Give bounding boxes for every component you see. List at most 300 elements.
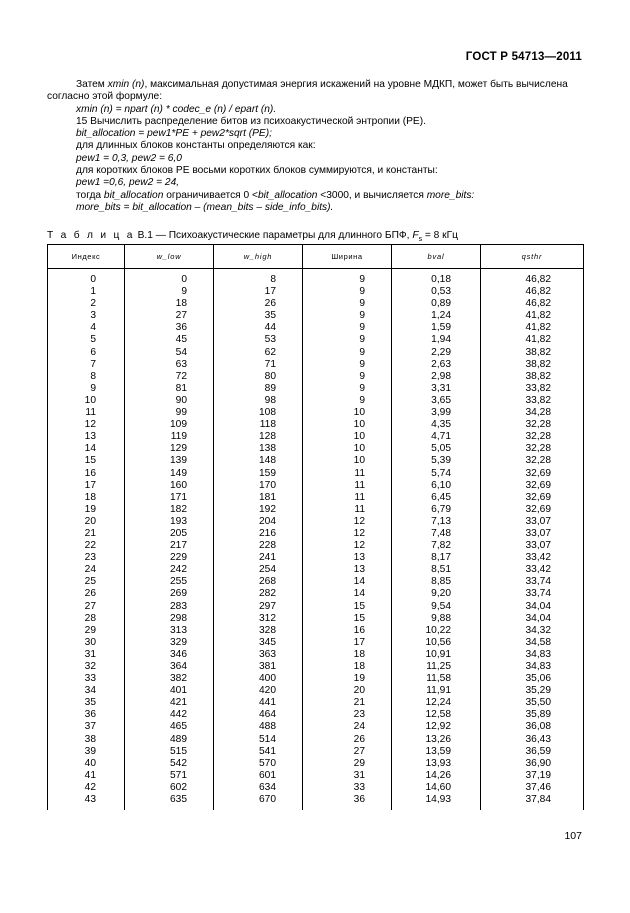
cell-index: 30 [48, 637, 125, 649]
cell-qsthr: 34,58 [481, 637, 584, 649]
cell-qsthr: 46,82 [481, 269, 584, 287]
cell-bval: 7,82 [392, 540, 481, 552]
cell-qsthr: 38,82 [481, 359, 584, 371]
table-row [48, 468, 584, 480]
cell-bval: 9,20 [392, 588, 481, 600]
cell-index: 42 [48, 782, 125, 794]
cell-width: 12 [303, 528, 392, 540]
table-row [48, 649, 584, 661]
cell-w-low: 90 [125, 395, 214, 407]
cell-bval: 2,29 [392, 347, 481, 359]
cell-bval: 6,10 [392, 480, 481, 492]
table-row [48, 322, 584, 334]
table-row [48, 685, 584, 697]
cell-w-high: 53 [214, 334, 303, 346]
cell-width: 10 [303, 419, 392, 431]
cell-w-high: 128 [214, 431, 303, 443]
cell-w-high: 98 [214, 395, 303, 407]
cell-width: 16 [303, 625, 392, 637]
cell-w-high: 297 [214, 601, 303, 613]
cell-width: 24 [303, 721, 392, 733]
cell-width: 15 [303, 601, 392, 613]
cell-bval: 2,63 [392, 359, 481, 371]
cell-width: 18 [303, 649, 392, 661]
text-run: тогда [76, 189, 104, 201]
cell-width: 14 [303, 588, 392, 600]
text-run: Затем [76, 79, 108, 90]
formula-xmin: xmin (n) = npart (n) * codec_e (n) / epart (n). [76, 103, 277, 115]
cell-bval: 2,98 [392, 371, 481, 383]
cell-width: 29 [303, 758, 392, 770]
cell-w-low: 401 [125, 685, 214, 697]
cell-w-low: 489 [125, 734, 214, 746]
cell-w-high: 62 [214, 347, 303, 359]
cell-qsthr: 37,46 [481, 782, 584, 794]
cell-index: 0 [48, 269, 125, 287]
cell-qsthr: 34,04 [481, 601, 584, 613]
cell-w-low: 283 [125, 601, 214, 613]
cell-w-low: 9 [125, 286, 214, 298]
cell-w-low: 442 [125, 709, 214, 721]
cell-bval: 3,99 [392, 407, 481, 419]
table-row [48, 298, 584, 310]
cell-w-high: 80 [214, 371, 303, 383]
cell-index: 36 [48, 709, 125, 721]
formula-more-bits: more_bits = bit_allocation – (mean_bits – side_info_bits). [76, 201, 334, 213]
table-row [48, 443, 584, 455]
cell-qsthr: 33,82 [481, 383, 584, 395]
table-header-row [48, 245, 584, 269]
cell-width: 12 [303, 540, 392, 552]
cell-width: 14 [303, 576, 392, 588]
body-text [47, 79, 584, 214]
cell-w-high: 148 [214, 455, 303, 467]
table-row [48, 770, 584, 782]
table-row [48, 334, 584, 346]
header-w-low: w_low [125, 245, 214, 269]
table-row [48, 746, 584, 758]
cell-bval: 14,93 [392, 794, 481, 810]
cell-w-low: 129 [125, 443, 214, 455]
cell-qsthr: 35,06 [481, 673, 584, 685]
cell-w-high: 541 [214, 746, 303, 758]
cell-w-low: 382 [125, 673, 214, 685]
cell-qsthr: 36,90 [481, 758, 584, 770]
cell-w-high: 514 [214, 734, 303, 746]
cell-index: 5 [48, 334, 125, 346]
cell-index: 20 [48, 516, 125, 528]
cell-qsthr: 34,04 [481, 613, 584, 625]
cell-w-low: 329 [125, 637, 214, 649]
table-row [48, 395, 584, 407]
formula-short-constants: pew1 =0,6, pew2 = 24, [76, 177, 180, 189]
cell-bval: 12,92 [392, 721, 481, 733]
table-row [48, 661, 584, 673]
cell-index: 39 [48, 746, 125, 758]
paragraph-xmin [47, 79, 584, 104]
cell-qsthr: 33,42 [481, 564, 584, 576]
cell-bval: 10,91 [392, 649, 481, 661]
cell-w-low: 255 [125, 576, 214, 588]
cell-bval: 11,25 [392, 661, 481, 673]
cell-index: 16 [48, 468, 125, 480]
table-row [48, 758, 584, 770]
cell-width: 9 [303, 298, 392, 310]
caption-variable: F [412, 230, 419, 241]
cell-bval: 14,26 [392, 770, 481, 782]
cell-width: 9 [303, 383, 392, 395]
cell-width: 33 [303, 782, 392, 794]
table-row [48, 601, 584, 613]
cell-bval: 0,89 [392, 298, 481, 310]
cell-w-low: 99 [125, 407, 214, 419]
cell-width: 11 [303, 480, 392, 492]
cell-width: 9 [303, 310, 392, 322]
cell-width: 18 [303, 661, 392, 673]
cell-width: 10 [303, 455, 392, 467]
cell-qsthr: 46,82 [481, 286, 584, 298]
cell-index: 32 [48, 661, 125, 673]
cell-qsthr: 36,08 [481, 721, 584, 733]
cell-w-high: 108 [214, 407, 303, 419]
cell-w-high: 17 [214, 286, 303, 298]
cell-bval: 11,91 [392, 685, 481, 697]
cell-w-high: 282 [214, 588, 303, 600]
table-row [48, 734, 584, 746]
cell-bval: 10,22 [392, 625, 481, 637]
cell-index: 25 [48, 576, 125, 588]
header-qsthr: qsthr [481, 245, 584, 269]
cell-bval: 8,85 [392, 576, 481, 588]
cell-w-low: 160 [125, 480, 214, 492]
cell-w-low: 465 [125, 721, 214, 733]
cell-index: 1 [48, 286, 125, 298]
cell-index: 23 [48, 552, 125, 564]
header-index: Индекс [48, 245, 125, 269]
text-run: ограничивается 0 < [163, 189, 258, 201]
cell-w-high: 44 [214, 322, 303, 334]
cell-qsthr: 32,69 [481, 492, 584, 504]
table-row [48, 613, 584, 625]
cell-index: 37 [48, 721, 125, 733]
cell-bval: 6,79 [392, 504, 481, 516]
cell-w-low: 229 [125, 552, 214, 564]
cell-width: 9 [303, 395, 392, 407]
cell-index: 26 [48, 588, 125, 600]
cell-qsthr: 34,28 [481, 407, 584, 419]
cell-w-high: 363 [214, 649, 303, 661]
cell-qsthr: 32,28 [481, 431, 584, 443]
caption-subscript: s [418, 236, 423, 244]
cell-w-high: 241 [214, 552, 303, 564]
page-number: 107 [564, 830, 582, 842]
table-row [48, 576, 584, 588]
table-row [48, 552, 584, 564]
cell-qsthr: 32,69 [481, 504, 584, 516]
cell-w-low: 171 [125, 492, 214, 504]
cell-w-low: 36 [125, 322, 214, 334]
cell-w-low: 182 [125, 504, 214, 516]
psychoacoustic-table [47, 244, 584, 810]
cell-w-low: 217 [125, 540, 214, 552]
cell-width: 10 [303, 443, 392, 455]
table-row [48, 347, 584, 359]
cell-index: 28 [48, 613, 125, 625]
text-run: <3000, и вычисляется [317, 189, 427, 201]
cell-bval: 14,60 [392, 782, 481, 794]
cell-w-high: 420 [214, 685, 303, 697]
cell-bval: 6,45 [392, 492, 481, 504]
cell-width: 21 [303, 697, 392, 709]
cell-w-high: 8 [214, 269, 303, 287]
cell-bval: 11,58 [392, 673, 481, 685]
table-caption [47, 230, 458, 243]
cell-w-high: 204 [214, 516, 303, 528]
cell-bval: 4,35 [392, 419, 481, 431]
formula-long-constants: pew1 = 0,3, pew2 = 6,0 [76, 152, 182, 164]
cell-index: 13 [48, 431, 125, 443]
cell-w-low: 81 [125, 383, 214, 395]
cell-bval: 9,54 [392, 601, 481, 613]
cell-bval: 3,65 [392, 395, 481, 407]
table-row [48, 371, 584, 383]
variable-text: xmin (n) [107, 79, 145, 90]
header-width: Ширина [303, 245, 392, 269]
cell-w-low: 119 [125, 431, 214, 443]
table-row [48, 673, 584, 685]
cell-qsthr: 35,50 [481, 697, 584, 709]
table-row [48, 637, 584, 649]
cell-width: 12 [303, 516, 392, 528]
header-bval: bval [392, 245, 481, 269]
cell-w-low: 313 [125, 625, 214, 637]
cell-w-low: 515 [125, 746, 214, 758]
cell-qsthr: 34,83 [481, 661, 584, 673]
cell-index: 35 [48, 697, 125, 709]
table-row [48, 455, 584, 467]
cell-index: 8 [48, 371, 125, 383]
table-row [48, 383, 584, 395]
paragraph-step-15: 15 Вычислить распределение битов из психоакустической энтропии (PE). [76, 115, 426, 127]
cell-bval: 13,59 [392, 746, 481, 758]
cell-bval: 7,48 [392, 528, 481, 540]
cell-w-high: 35 [214, 310, 303, 322]
table-row [48, 359, 584, 371]
cell-index: 38 [48, 734, 125, 746]
table-row [48, 540, 584, 552]
cell-width: 19 [303, 673, 392, 685]
cell-width: 13 [303, 552, 392, 564]
cell-width: 26 [303, 734, 392, 746]
table-row [48, 269, 584, 287]
cell-qsthr: 38,82 [481, 371, 584, 383]
table-row [48, 504, 584, 516]
variable-text: bit_allocation [103, 189, 164, 201]
cell-w-low: 139 [125, 455, 214, 467]
cell-width: 36 [303, 794, 392, 810]
cell-width: 9 [303, 322, 392, 334]
cell-index: 6 [48, 347, 125, 359]
cell-qsthr: 37,84 [481, 794, 584, 810]
cell-bval: 0,53 [392, 286, 481, 298]
cell-index: 34 [48, 685, 125, 697]
cell-w-high: 118 [214, 419, 303, 431]
table-row [48, 492, 584, 504]
table-row [48, 516, 584, 528]
cell-width: 9 [303, 269, 392, 287]
cell-qsthr: 33,07 [481, 528, 584, 540]
cell-index: 7 [48, 359, 125, 371]
cell-w-low: 421 [125, 697, 214, 709]
cell-w-high: 268 [214, 576, 303, 588]
cell-index: 22 [48, 540, 125, 552]
cell-index: 3 [48, 310, 125, 322]
caption-text: В.1 — Психоакустические параметры для длинного БПФ, [134, 230, 413, 241]
caption-prefix: Т а б л и ц а [47, 230, 135, 241]
cell-w-high: 312 [214, 613, 303, 625]
cell-qsthr: 33,07 [481, 516, 584, 528]
cell-qsthr: 35,89 [481, 709, 584, 721]
cell-w-high: 192 [214, 504, 303, 516]
table-row [48, 407, 584, 419]
cell-qsthr: 32,28 [481, 419, 584, 431]
table-row [48, 721, 584, 733]
cell-width: 10 [303, 431, 392, 443]
table-row [48, 564, 584, 576]
cell-bval: 1,94 [392, 334, 481, 346]
cell-index: 15 [48, 455, 125, 467]
cell-w-high: 464 [214, 709, 303, 721]
cell-w-low: 72 [125, 371, 214, 383]
cell-width: 17 [303, 637, 392, 649]
cell-index: 10 [48, 395, 125, 407]
cell-w-high: 138 [214, 443, 303, 455]
cell-bval: 1,24 [392, 310, 481, 322]
cell-qsthr: 34,32 [481, 625, 584, 637]
cell-index: 14 [48, 443, 125, 455]
paragraph-long-blocks: для длинных блоков константы определяются как: [76, 140, 316, 152]
cell-w-high: 170 [214, 480, 303, 492]
cell-w-high: 228 [214, 540, 303, 552]
cell-index: 41 [48, 770, 125, 782]
cell-width: 10 [303, 407, 392, 419]
cell-w-low: 635 [125, 794, 214, 810]
cell-w-high: 570 [214, 758, 303, 770]
cell-index: 9 [48, 383, 125, 395]
table-row [48, 709, 584, 721]
cell-qsthr: 32,28 [481, 443, 584, 455]
table-row [48, 419, 584, 431]
cell-width: 9 [303, 347, 392, 359]
cell-index: 2 [48, 298, 125, 310]
cell-width: 31 [303, 770, 392, 782]
cell-w-high: 670 [214, 794, 303, 810]
cell-index: 29 [48, 625, 125, 637]
cell-qsthr: 41,82 [481, 334, 584, 346]
cell-width: 23 [303, 709, 392, 721]
cell-w-high: 159 [214, 468, 303, 480]
cell-w-high: 181 [214, 492, 303, 504]
table-row [48, 588, 584, 600]
cell-w-low: 542 [125, 758, 214, 770]
cell-w-low: 205 [125, 528, 214, 540]
cell-qsthr: 33,74 [481, 588, 584, 600]
cell-w-low: 298 [125, 613, 214, 625]
cell-qsthr: 32,28 [481, 455, 584, 467]
cell-w-high: 441 [214, 697, 303, 709]
cell-bval: 13,26 [392, 734, 481, 746]
cell-w-high: 89 [214, 383, 303, 395]
cell-w-high: 71 [214, 359, 303, 371]
cell-w-low: 602 [125, 782, 214, 794]
cell-width: 11 [303, 504, 392, 516]
cell-qsthr: 35,29 [481, 685, 584, 697]
cell-w-high: 26 [214, 298, 303, 310]
cell-bval: 7,13 [392, 516, 481, 528]
cell-index: 19 [48, 504, 125, 516]
cell-width: 9 [303, 286, 392, 298]
cell-w-high: 345 [214, 637, 303, 649]
cell-w-low: 109 [125, 419, 214, 431]
cell-qsthr: 33,07 [481, 540, 584, 552]
cell-index: 24 [48, 564, 125, 576]
cell-w-low: 242 [125, 564, 214, 576]
cell-width: 9 [303, 359, 392, 371]
cell-bval: 5,05 [392, 443, 481, 455]
cell-bval: 1,59 [392, 322, 481, 334]
table-row [48, 794, 584, 810]
formula-bit-allocation: bit_allocation = pew1*PE + pew2*sqrt (PE); [76, 128, 272, 140]
cell-bval: 5,74 [392, 468, 481, 480]
cell-w-low: 0 [125, 269, 214, 287]
cell-w-high: 601 [214, 770, 303, 782]
cell-qsthr: 41,82 [481, 310, 584, 322]
cell-index: 33 [48, 673, 125, 685]
cell-width: 11 [303, 468, 392, 480]
cell-w-high: 381 [214, 661, 303, 673]
cell-bval: 5,39 [392, 455, 481, 467]
cell-w-high: 400 [214, 673, 303, 685]
text-run: , максимальная допустимая энергия искажений на уровне МДКП, может быть вычислена согласно этой формуле: [47, 79, 568, 103]
cell-qsthr: 36,43 [481, 734, 584, 746]
cell-bval: 8,17 [392, 552, 481, 564]
cell-qsthr: 33,74 [481, 576, 584, 588]
cell-index: 18 [48, 492, 125, 504]
cell-bval: 9,88 [392, 613, 481, 625]
paragraph-limit [47, 190, 584, 202]
variable-text: more_bits: [426, 189, 475, 201]
cell-w-low: 346 [125, 649, 214, 661]
cell-index: 12 [48, 419, 125, 431]
cell-bval: 10,56 [392, 637, 481, 649]
cell-w-low: 364 [125, 661, 214, 673]
cell-qsthr: 32,69 [481, 480, 584, 492]
cell-w-low: 193 [125, 516, 214, 528]
cell-index: 27 [48, 601, 125, 613]
cell-index: 11 [48, 407, 125, 419]
cell-w-low: 27 [125, 310, 214, 322]
cell-qsthr: 33,82 [481, 395, 584, 407]
cell-bval: 4,71 [392, 431, 481, 443]
cell-qsthr: 38,82 [481, 347, 584, 359]
cell-w-low: 63 [125, 359, 214, 371]
table-row [48, 528, 584, 540]
cell-qsthr: 37,19 [481, 770, 584, 782]
table-row [48, 625, 584, 637]
cell-w-low: 18 [125, 298, 214, 310]
cell-w-low: 571 [125, 770, 214, 782]
cell-bval: 12,24 [392, 697, 481, 709]
